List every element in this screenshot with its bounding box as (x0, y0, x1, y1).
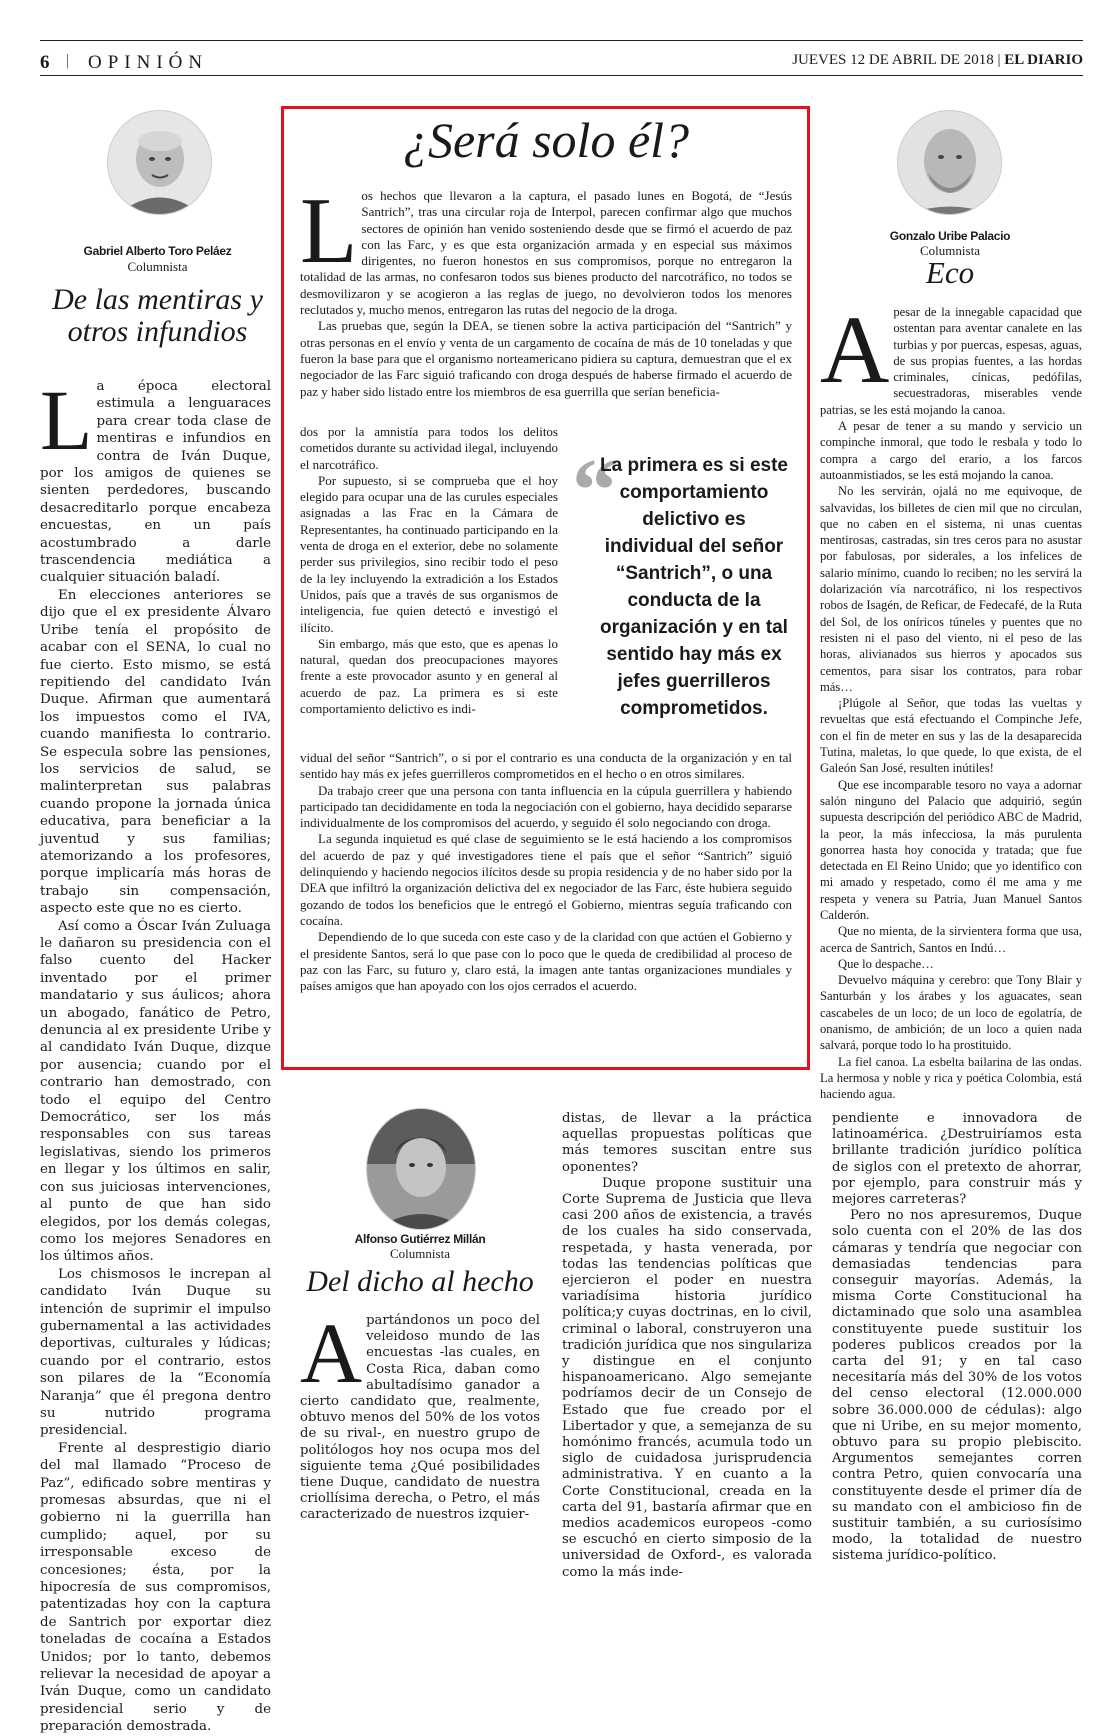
paragraph: Las pruebas que, según la DEA, se tienen sobre la activa participación del “Santrich” y otras personas en el envío y venta de un cargamento de cocaína de más de 10 toneladas y que fueron la base para que el organismo norteamericano pidiera su captura, demuestran que el ex negociador de las Farc siguió traficando con droga después de haberse firmado el acuerdo de paz y haber sido listado entre los miembros de esa guerrilla que serían beneficia- (300, 318, 792, 399)
top-rule (40, 40, 1083, 41)
paragraph: A pesar de tener a su mando y servicio un compinche inmoral, que todo le resbala y todo lo compra a cargo del erario, a los farcos autoanmistiados, se les está mojando la canoa. (820, 419, 1082, 482)
author-photo-uribe (897, 110, 1002, 215)
author-name: Alfonso Gutiérrez Millán (354, 1232, 486, 1246)
paragraph: os hechos que llevaron a la captura, el pasado lunes en Bogotá, de “Jesús Santrich”, tras una circular roja de Interpol, parecen confirmar algo que muchos sectores de opinión han venido sosteniendo desde que se firmó el acuerdo de paz con las Farc, y es que esta organización armada y en especial sus máximos dirigentes, no fueron honestos en sus compromisos, porque no entregaron la totalidad de las armas, no confesaron todos sus bienes producto del narcotráfico, no todos se desmovilizaron y se acogieron a las reglas de juego, no devolvieron todos los menores reclutados y, mucho menos, entregaron las rutas del negocio de la droga. (300, 188, 792, 318)
paragraph: Que no mienta, de la sirvientera forma que usa, acerca de Santrich, Santos en Indú… (820, 924, 1082, 955)
paragraph: Dependiendo de lo que suceda con este caso y de la claridad con que actúen el Gobierno y el presidente Santos, será lo que pase con lo poco que le queda de credibilidad al proceso de paz con las Farc, su futuro y, claro está, la imagen ante tantas organizaciones mundiales y países amigos que han apoyado con los ojos cerrados el acuerdo. (300, 929, 792, 994)
header-rule (40, 75, 1083, 76)
paragraph: ¡Plúgole al Señor, que todas las vueltas y revueltas que está efectuando el Compinche Jefe, con el fin de meter en sus y las de la desaparecida Tutina, maletas, lo que quede, lo que exista, de el Galeón San José, resulten inútiles! (820, 696, 1082, 776)
portrait-image (898, 111, 1001, 214)
paragraph: partándonos un poco del veleidoso mundo de las encuestas -las cuales, en Costa Rica, daban como abultadísimo ganador a cierto candidato que, realmente, obtuvo menos del 50% de los votos de su rival-, en nuestro grupo de politólogos hoy nos ocupa mos del siguiente tema ¿Qué posibilidades tiene Duque, candidato de nuestra criollísima derecha, o Petro, el más caracterizado de nuestros izquier- (300, 1313, 540, 1523)
paragraph: distas, de llevar a la práctica aquellas propuestas políticas que más temores suscitan entre sus oponentes? (562, 1111, 812, 1175)
author-name: Gonzalo Uribe Palacio (889, 229, 1011, 243)
header-separator: | (66, 52, 70, 69)
column-body (820, 296, 1082, 1103)
drop-cap: A (820, 296, 890, 403)
paragraph: Por supuesto, si se comprueba que el hoy elegido para ocupar una de las curules especiales asignadas a las Frac en la Cámara de Representantes, ha continuado participando en la venta de droga en el exterior, debe no solamente perder sus privilegios, sino recibir todo el peso de la ley incluyendo la extradición a los Estados Unidos, país que a través de sus organismos de inteligencia, fue quien detectó e investigó el ilícito. (300, 472, 558, 635)
quote-mark-icon: “ (572, 441, 617, 540)
paragraph: En elecciones anteriores se dijo que el ex presidente Álvaro Uribe tenía el propósito de acabar con el SENA, lo cual no fue cierto. Esto mismo, se está repitiendo del candidato Iván Duque. Afirman que aumentará los impuestos como el IVA, cuando manifiesta lo contrario. Se especula sobre las pensiones, los servicios de salud, se malinterpretan sus palabras cuando propone la jornada única educativa, para beneficiar a la juventud y sus familias; atemorizando a los profesores, porque implicaría más horas de trabajo sin compensación, aspecto este que no es cierto. (40, 587, 271, 917)
dateline (792, 52, 1083, 69)
paragraph: La fiel canoa. La esbelta bailarina de las ondas. La hermosa y noble y rica y poética Colombia, está haciendo agua. (820, 1054, 1082, 1102)
paragraph: pesar de la innegable capacidad que ostentan para aventar canalete en las turbias y por puercas, espesas, aguas, de sus propias fuentes, a las hordas criminales, cínicas, pedófilas, secuestradoras, miserables vende patrias, se les está mojando la canoa. (820, 305, 1082, 417)
paragraph: pendiente e innovadora de latinoamérica. ¿Destruiríamos esta brillante tradición jurídico política de siglos con el pretexto de ahorrar, por ejemplo, para construir más y mejores carreteras? (832, 1111, 1082, 1208)
paragraph: Da trabajo creer que una persona con tanta influencia en la cúpula guerrillera y habiendo participado tan decididamente en toda la negociación con el gobierno, haya decidido separarse individualmente de los compromisos del acuerdo, y seguido él solo negociando con droga. (300, 782, 792, 831)
paragraph: Frente al desprestigio diario del mal llamado “Proceso de Paz”, edificado sobre mentiras y promesas absurdas, que ni el gobierno ni la guerrilla han cumplido; aquel, por su irresponsable exceso de concesiones; ésta, por la hipocresía de sus compromisos, patentizadas hoy con la captura de Santrich por exportar diez toneladas de cocaína a Estados Unidos; por lo tanto, debemos relievar la necesidad de apoyar a Iván Duque, como un candidato presidencial serio y de preparación demostrada. (40, 1440, 271, 1735)
paragraph: Duque propone sustituir una Corte Suprema de Justicia que lleva casi 200 años de existencia, a través de los cuales ha sido conservada, respetada, y hasta venerada, por todas las tendencias políticas que ejercieron el poder en nuestra variadísima historia jurídico política;y cuyas doctrinas, en lo civil, criminal o laboral, construyeron una tradición jurídica que nos singulariza y distingue en el conjunto hispanoamericano. Algo semejante podríamos decir de un Consejo de Estado que fue creado por el Libertador y que, a semejanza de su homónimo francés, acumula todo un siglo de cuidadosa jurisprudencia administrativa. Y en cuanto a la Corte Constitucional, creada en la carta del 91, bastaría afirmar que en medios academicos europeos -como se escuchó en cierto simposio de la universidad de Oxford-, es valorada como la más inde- (562, 1175, 812, 1580)
issue-date: JUEVES 12 DE ABRIL DE 2018 | (792, 52, 1001, 68)
column-body (40, 372, 271, 1736)
column-headline: Eco (925, 255, 975, 290)
paragraph: dos por la amnistía para todos los delitos cometidos durante su actividad ilegal, incluyendo el narcotráfico. (300, 424, 558, 472)
author-role: Columnista (390, 1246, 450, 1261)
paragraph: Los chismosos le increpan al candidato Iván Duque su intención de suprimir el impulso gubernamental a las actividades deportivas, culturales y lúdicas; cuando por el contrario, estos son pilares de la “Economía Naranja” que él pregona dentro su nutrido programa presidencial. (40, 1266, 271, 1439)
drop-cap: L (300, 179, 358, 283)
section-name: OPINIÓN (88, 52, 209, 73)
column-headline: De las mentiras y otros infundios (52, 283, 263, 348)
author-photo-gutierrez (366, 1108, 476, 1230)
paragraph: Así como a Óscar Iván Zuluaga le dañaron su presidencia con el falso cuento del Hacker inventado por el primer mandatario y sus áulicos; ahora un abogado, fanático de Petro, denuncia al ex presidente Uribe y al candidato Iván Duque, dizque por ausencia; cuando por el contrario han demostrado, con todo el equipo del Centro Democrático, ser los más responsables con sus tareas legislativas, siendo los primeros en llegar y los últimos en salir, con sus juiciosas intervenciones, al punto de que han sido elegidos, por los demás colegas, como los mejores Senadores en los últimos años. (40, 918, 271, 1265)
author-photo-toro (107, 110, 212, 215)
author-role: Columnista (920, 243, 980, 258)
editorial-body (300, 750, 792, 994)
paragraph: a época electoral estimula a lenguaraces para crear toda clase de mentiras e infundios en contra de Iván Duque, por los amigos de quienes se sienten perdedores, buscando desacreditarlo porque encabeza encuestas, en un país acostumbrado a darle trascendencia mediática a cualquier situación baladí. (40, 379, 271, 586)
paragraph: Que ese incomparable tesoro no vaya a adornar salón ninguno del Palacio que adquirió, según supuesta descripción del periódico ABC de Madrid, la peor, la más infecciosa, la más purulenta gonorrea hasta hoy conocida y tratada; que fue detectada en El Reino Unido; que yo identifico con mi amado y respetado, como él me ama y me respeta y venera su Patria, Juan Manuel Santos Calderón. (820, 777, 1082, 922)
column-headline: Del dicho al hecho (306, 1265, 534, 1298)
newspaper-name: EL DIARIO (1004, 52, 1083, 68)
paragraph: Sin embargo, más que esto, que es apenas lo natural, quedan dos preocupaciones mayores frente a este provocador asunto y en general al acuerdo de paz. La primera es si este comportamiento delictivo es indi- (300, 635, 558, 717)
article-column-1 (300, 1305, 540, 1524)
paragraph: No les servirán, ojalá no me equivoque, de salvavidas, los billetes de cien mil que no circulan, que no caben en el sistema, ni unas cuentas mentirosas, castradas, sin tres ceros para no asustar por fabulosas, por siderales, a los infelices de salario mínimo, cuando lo reciben; no les servirá la dolarización vía narcotráfico, ni los respectivos robos de Isagén, de Reficar, de Fedecafé, de la Ruta del Sol, de los oníricos túneles y puentes que no resisten ni el paso del viento, ni el peso de las horas, alivianados sus hierros y apocados sus cementos, para sisar los contratos, para robar más… (820, 484, 1082, 694)
drop-cap: L (40, 372, 93, 468)
paragraph: Que lo despache… (838, 956, 934, 971)
portrait-image (108, 111, 211, 214)
article-column-3 (832, 1111, 1082, 1565)
editorial-headline: ¿Será solo él? (402, 112, 690, 168)
author-name: Gabriel Alberto Toro Peláez (83, 244, 232, 258)
portrait-image (367, 1109, 475, 1229)
page-number: 6 (40, 52, 50, 73)
pull-quote: La primera es si este comportamiento delictivo es individual del señor “Santrich”, o una conducta de la organización y en tal sentido hay más ex jefes guerrilleros comprometidos. (600, 455, 788, 719)
editorial-intro (300, 179, 792, 400)
paragraph: Pero no nos apresuremos, Duque solo cuenta con el 20% de las dos cámaras y tendría que negociar con demasiadas tendencias para conseguir mayorías. Además, la misma Corte Constitucional ha dictaminado que solo una asamblea constituyente puede sustituir los poderes publicos creados por la carta del 91; y en tal caso necesitaría más del 30% de los votos del censo electoral (12.000.000 sobre 36.000.000 de cédulas): algo que ni Uribe, en su mejor momento, obtuvo para su propio plebiscito. Argumentos semejantes corren contra Petro, quien convocaría una constituyente desde el primer día de su mandato con el ambicioso fin de sustituir también, a su curiosísimo modo, la totalidad de nuestro sistema jurídico-político. (832, 1208, 1082, 1564)
author-role: Columnista (127, 259, 188, 274)
editorial-narrow-column (300, 424, 558, 717)
article-column-2 (562, 1111, 812, 1581)
drop-cap: A (300, 1305, 363, 1401)
paragraph: Devuelvo máquina y cerebro: que Tony Blair y Santurbán y los árabes y los aguacates, sean cascabeles de un loco; de un loco de egolatría, de onanismo, de ambición; de un loco a quien nada salvará, porque todo lo ha prostituido. (820, 973, 1082, 1053)
paragraph: La segunda inquietud es qué clase de seguimiento se le está haciendo a los compromisos del acuerdo de paz y qué investigadores tiene el país que el señor “Santrich” siguió delinquiendo y haciendo negocios ilícitos desde su propia residencia y de no haber sido por la DEA que infiltró la organización delictiva del ex negociador de las Farc, éste hubiera seguido gozando de todos los beneficios que le entregó el Gobierno, mientras seguía traficando con cocaína. (300, 831, 792, 928)
paragraph: vidual del señor “Santrich”, o si por el contrario es una conducta de la organización y en tal sentido hay más ex jefes guerrilleros comprometidos en el hecho o en otros similares. (300, 750, 792, 782)
